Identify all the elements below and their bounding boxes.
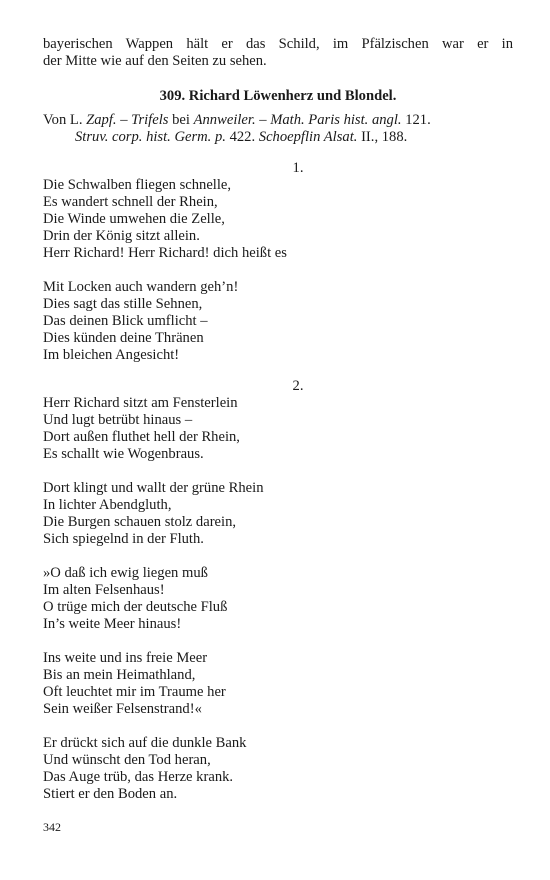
verse-line: Stiert er den Boden an. bbox=[43, 786, 178, 802]
verse-line: Das deinen Blick umflicht – bbox=[43, 313, 208, 329]
source-text: Trifels bbox=[131, 112, 169, 128]
stanza bbox=[43, 395, 513, 463]
verse-line: Das Auge trüb, das Herze krank. bbox=[43, 769, 234, 785]
source-text: – bbox=[116, 112, 132, 128]
source-text: Von L. bbox=[43, 112, 87, 128]
verse-line: Dort außen fluthet hell der Rhein, bbox=[43, 429, 240, 445]
verse-line: Die Schwalben fliegen schnelle, bbox=[43, 177, 232, 193]
source-text: – bbox=[255, 112, 271, 128]
stanza bbox=[43, 735, 513, 803]
stanza bbox=[43, 650, 513, 718]
source-text: bei bbox=[168, 112, 194, 128]
source-text: II., 188. bbox=[357, 129, 408, 145]
verse-line: Herr Richard! Herr Richard! dich heißt es bbox=[43, 245, 287, 261]
verse-line: Im alten Felsenhaus! bbox=[43, 582, 165, 598]
stanza bbox=[43, 279, 513, 364]
page-content bbox=[43, 36, 513, 803]
source-text: 422. bbox=[225, 129, 259, 145]
verse-line: Und lugt betrübt hinaus – bbox=[43, 412, 193, 428]
source-citation bbox=[43, 112, 513, 146]
verse-line: Herr Richard sitzt am Fensterlein bbox=[43, 395, 238, 411]
source-line bbox=[43, 112, 513, 129]
source-text: Schoepflin Alsat. bbox=[258, 129, 358, 145]
verse-line: Drin der König sitzt allein. bbox=[43, 228, 200, 244]
stanza bbox=[43, 177, 513, 262]
verse-line: Und wünscht den Tod heran, bbox=[43, 752, 211, 768]
verse-line: Dies sagt das stille Sehnen, bbox=[43, 296, 203, 312]
verse-line: Die Burgen schauen stolz darein, bbox=[43, 514, 237, 530]
verse-line: In lichter Abendgluth, bbox=[43, 497, 172, 513]
verse-line: Die Winde umwehen die Zelle, bbox=[43, 211, 225, 227]
verse-line: Es wandert schnell der Rhein, bbox=[43, 194, 218, 210]
source-text: Math. Paris hist. angl. bbox=[270, 112, 402, 128]
source-text: 121. bbox=[401, 112, 431, 128]
verse-line: Bis an mein Heimathland, bbox=[43, 667, 196, 683]
source-text: Struv. corp. hist. Germ. p. bbox=[75, 129, 226, 145]
verse-line: Es schallt wie Wogenbraus. bbox=[43, 446, 204, 462]
verse-line: O trüge mich der deutsche Fluß bbox=[43, 599, 228, 615]
intro-line: der Mitte wie auf den Seiten zu sehen. bbox=[43, 53, 267, 69]
intro-line: bayerischen Wappen hält er das Schild, im Pfälzischen war er in bbox=[43, 36, 513, 52]
verse-line: Dort klingt und wallt der grüne Rhein bbox=[43, 480, 264, 496]
verse-line: Sein weißer Felsenstrand!« bbox=[43, 701, 202, 717]
stanza bbox=[43, 480, 513, 548]
verse-line: »O daß ich ewig liegen muß bbox=[43, 565, 208, 581]
verse-line: Oft leuchtet mir im Traume her bbox=[43, 684, 226, 700]
source-line bbox=[43, 129, 513, 146]
source-text: Annweiler. bbox=[193, 112, 256, 128]
source-text: Zapf. bbox=[86, 112, 117, 128]
section-number: 1. bbox=[292, 160, 304, 176]
stanza bbox=[43, 565, 513, 633]
verse-line: Ins weite und ins freie Meer bbox=[43, 650, 208, 666]
verse-line: Er drückt sich auf die dunkle Bank bbox=[43, 735, 247, 751]
page-number: 342 bbox=[43, 820, 61, 834]
poem bbox=[43, 160, 513, 803]
verse-line: Mit Locken auch wandern geh’n! bbox=[43, 279, 239, 295]
verse-line: In’s weite Meer hinaus! bbox=[43, 616, 182, 632]
verse-line: Dies künden deine Thränen bbox=[43, 330, 204, 346]
verse-line: Sich spiegelnd in der Fluth. bbox=[43, 531, 204, 547]
section-heading: 309. Richard Löwenherz und Blondel. bbox=[159, 88, 397, 104]
verse-line: Im bleichen Angesicht! bbox=[43, 347, 180, 363]
intro-paragraph bbox=[43, 36, 513, 70]
section-number: 2. bbox=[292, 378, 304, 394]
